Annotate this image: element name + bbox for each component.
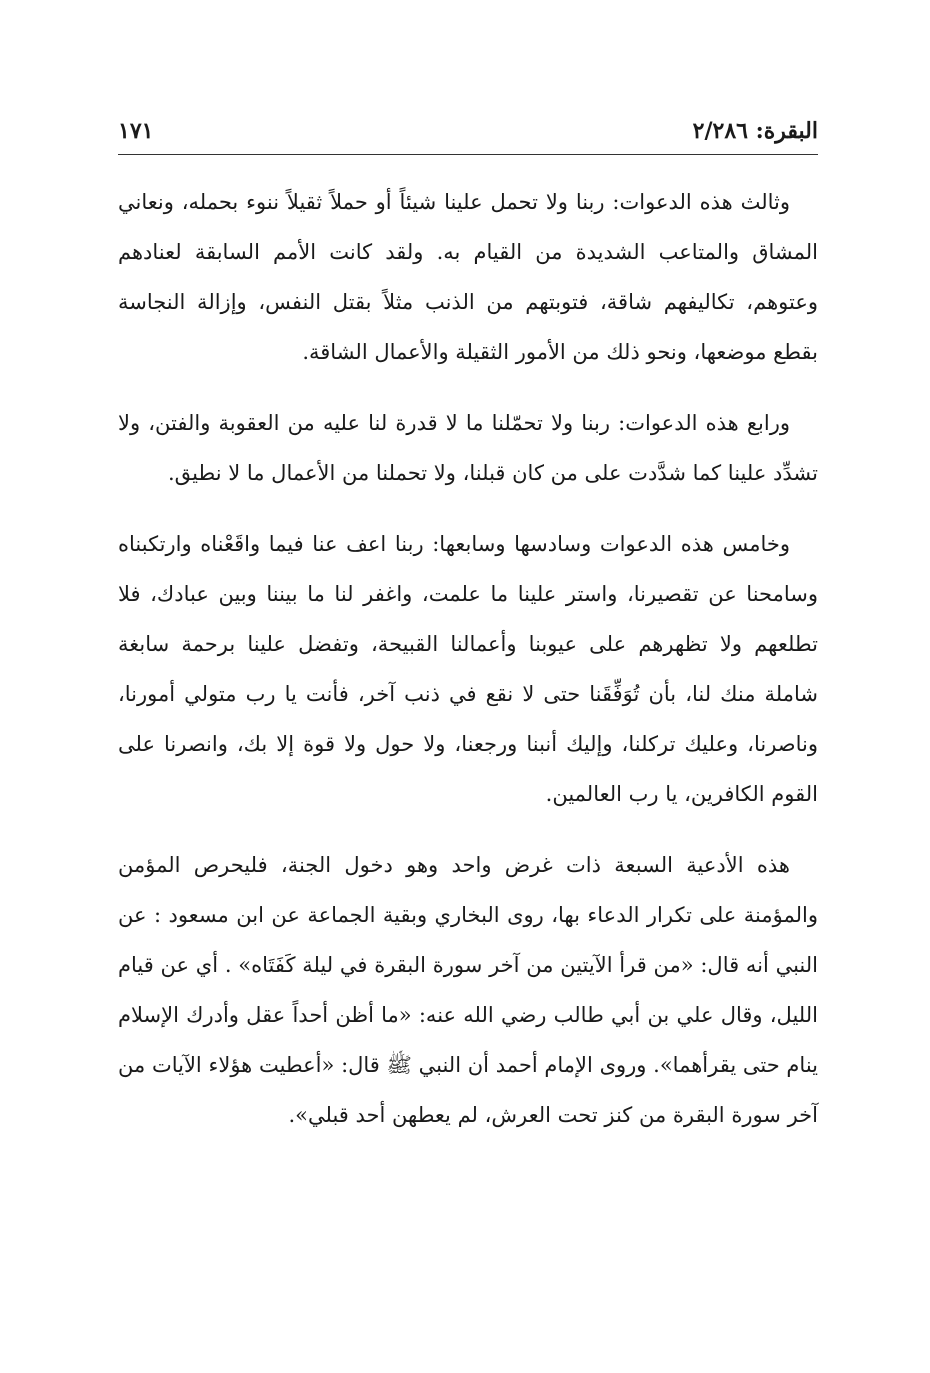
paragraph-fourth-supplication: ورابع هذه الدعوات: ربنا ولا تحمّلنا ما لا قدرة لنا عليه من العقوبة والفتن، ولا تشدِّد علينا كما شدَّدت على من كان قبلنا، ولا تحملنا من الأعمال ما لا نطيق.: [118, 411, 818, 485]
paragraph-seven-supplications-summary: هذه الأدعية السبعة ذات غرض واحد وهو دخول الجنة، فليحرص المؤمن والمؤمنة على تكرار الدعاء بها، روى البخاري وبقية الجماعة عن ابن مسعود : عن النبي أنه قال: «من قرأ الآيتين من آخر سورة البقرة في ليلة كَفَتَاه» . أي عن قيام الليل، وقال علي بن أبي طالب رضي الله عنه: «ما أظن أحداً عقل وأدرك الإسلام ينام حتى يقرأهما». وروى الإمام أحمد أن النبي ﷺ قال: «أعطيت هؤلاء الآيات من آخر سورة البقرة من كنز تحت العرش، لم يعطهن أحد قبلي».: [118, 853, 818, 1127]
paragraph-fifth-to-seventh-supplications: وخامس هذه الدعوات وسادسها وسابعها: ربنا اعف عنا فيما واقَعْناه وارتكبناه وسامحنا عن تقصيرنا، واستر علينا ما علمت، واغفر لنا ما بيننا وبين عبادك، فلا تطلعهم ولا تظهرهم على عيوبنا وأعمالنا القبيحة، وتفضل علينا برحمة سابغة شاملة منك لنا، بأن تُوَفِّقَنا حتى لا نقع في ذنب آخر، فأنت يا رب متولي أمورنا، وناصرنا، وعليك تركلنا، وإليك أنبنا ورجعنا، ولا حول ولا قوة إلا بك، وانصرنا على القوم الكافرين، يا رب العالمين.: [118, 532, 818, 806]
header-divider: [118, 154, 818, 155]
running-head: [118, 118, 818, 152]
paragraph-third-supplication: وثالث هذه الدعوات: ربنا ولا تحمل علينا شيئاً أو حملاً ثقيلاً ننوء بحمله، ونعاني المشاق والمتاعب الشديدة من القيام به. ولقد كانت الأمم السابقة لعنادهم وعتوهم، تكاليفهم شاقة، فتوبتهم من الذنب مثلاً بقتل النفس، وإزالة النجاسة بقطع موضعها، ونحو ذلك من الأمور الثقيلة والأعمال الشاقة.: [118, 190, 818, 364]
page-number: ١٧١: [118, 118, 154, 144]
body-text: [118, 177, 818, 1161]
chapter-reference: البقرة: ٢/٢٨٦: [692, 118, 818, 144]
